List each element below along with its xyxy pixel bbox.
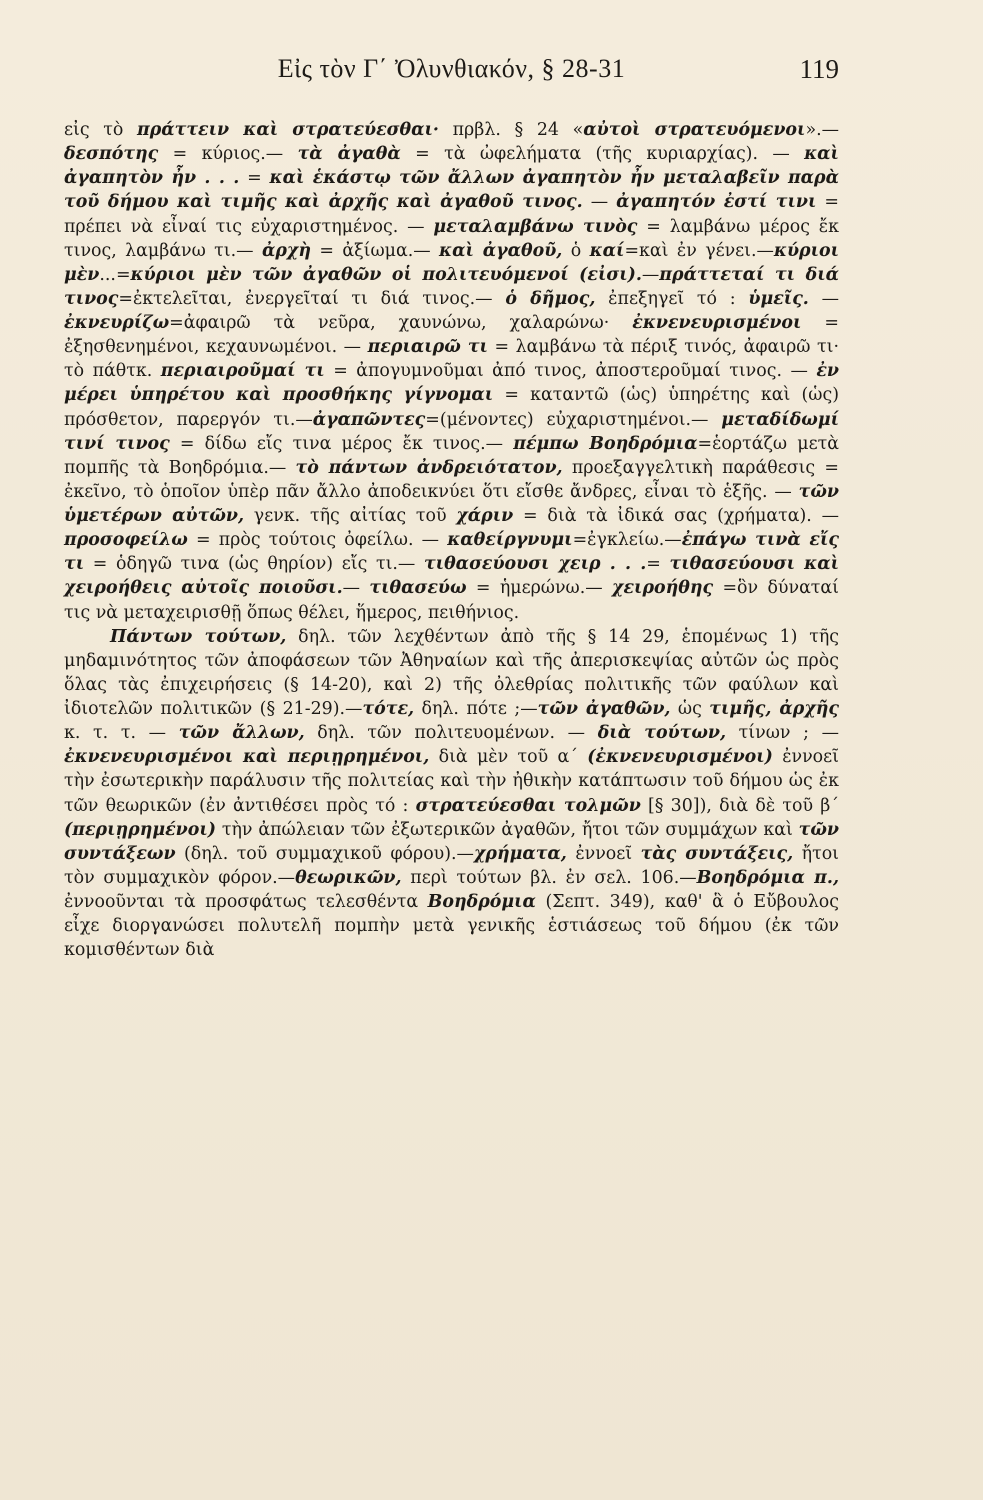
page-number: 119 <box>799 54 839 84</box>
paragraph-2: Πάντων τούτων, δηλ. τῶν λεχθέντων ἀπὸ τῆς § 14 29, ἑπομένως 1) τῆς μηδαμινότητος τῶν ἀποφάσεων τῶν Ἀθηναίων καὶ τῆς ἀπερισκεψίας αὐτῶν ὡς πρὸς ὅλας τὰς ἐπιχειρήσεις (§ 14-20), καὶ 2) τῆς ὀλεθρίας πολιτικῆς τῶν φαύλων καὶ ἰδιοτελῶν πολιτικῶν (§ 21-29).—τότε, δηλ. πότε ;—τῶν ἀγαθῶν, ὡς τιμῆς, ἀρχῆς κ. τ. τ. — τῶν ἄλλων, δηλ. τῶν πολιτευομένων. — διὰ τούτων, τίνων ; — ἐκνενευρισμένοι καὶ περιῃρημένοι, διὰ μὲν τοῦ α΄ (ἐκνενευρισμένοι) ἐννοεῖ τὴν ἐσωτερικὴν παράλυσιν τῆς πολιτείας καὶ τὴν ἠθικὴν κατάπτωσιν τοῦ δήμου ὡς ἐκ τῶν θεωρικῶν (ἐν ἀντιθέσει πρὸς τό : στρατεύεσθαι τολμῶν [§ 30]), διὰ δὲ τοῦ β΄ (περιῃρημένοι) τὴν ἀπώλειαν τῶν ἐξωτερικῶν ἀγαθῶν, ἤτοι τῶν συμμάχων καὶ τῶν συντάξεων (δηλ. τοῦ συμμαχικοῦ φόρου).—χρήματα, ἐννοεῖ τὰς συντάξεις, ἤτοι τὸν συμμαχικὸν φόρον.—θεωρικῶν, περὶ τούτων βλ. ἐν σελ. 106.—Βοηδρόμια π., ἐννοοῦνται τὰ προσφάτως τελεσθέντα Βοηδρόμια (Σεπτ. 349), καθ' ἃ ὁ Εὔβουλος εἶχε διοργανώσει πολυτελῆ πομπὴν μετὰ γενικῆς ἑστιάσεως τοῦ δήμου (ἐκ τῶν κομισθέντων διὰ <box>64 626 840 961</box>
running-title: Εἰς τὸν Γ΄ Ὀλυνθιακόν, § 28-31 <box>277 54 626 83</box>
page-header <box>64 54 839 94</box>
commentary-text <box>64 118 839 962</box>
paragraph-1: εἰς τὸ πράττειν καὶ στρατεύεσθαι· πρβλ. § 24 «αὐτοὶ στρατευόμενοι».— δεσπότης = κύριος.— τὰ ἀγαθὰ = τὰ ὠφελήματα (τῆς κυριαρχίας). — καὶ ἀγαπητὸν ἦν . . . = καὶ ἑκάστῳ τῶν ἄλλων ἀγαπητὸν ἦν μεταλαβεῖν παρὰ τοῦ δήμου καὶ τιμῆς καὶ ἀρχῆς καὶ ἀγαθοῦ τινος. — ἀγαπητόν ἐστί τινι = πρέπει νὰ εἶναί τις εὐχαριστημένος. — μεταλαμβάνω τινὸς = λαμβάνω μέρος ἔκ τινος, λαμβάνω τι.— ἀρχὴ = ἀξίωμα.— καὶ ἀγαθοῦ, ὁ καί=καὶ ἐν γένει.—κύριοι μὲν...=κύριοι μὲν τῶν ἀγαθῶν οἱ πολιτευόμενοί (εἰσι).—πράττεταί τι διά τινος=ἐκτελεῖται, ἐνεργεῖταί τι διά τινος.— ὁ δῆμος, ἐπεξηγεῖ τό : ὑμεῖς. —ἐκνευρίζω=ἀφαιρῶ τὰ νεῦρα, χαυνώνω, χαλαρώνω· ἐκνενευρισμένοι = ἐξησθενημένοι, κεχαυνωμένοι. — περιαιρῶ τι = λαμβάνω τὰ πέριξ τινός, ἀφαιρῶ τι· τὸ πάθτκ. περιαιροῦμαί τι = ἀπογυμνοῦμαι ἀπό τινος, ἀποστεροῦμαί τινος. — ἐν μέρει ὑπηρέτου καὶ προσθήκης γίγνομαι = καταντῶ (ὡς) ὑπηρέτης καὶ (ὡς) πρόσθετον, παρεργόν τι.—ἀγαπῶντες=(μένοντες) εὐχαριστημένοι.— μεταδίδωμί τινί τινος = δίδω εἴς τινα μέρος ἔκ τινος.— πέμπω Βοηδρόμια=ἑορτάζω μετὰ πομπῆς τὰ Βοηδρόμια.— τὸ πάντων ἀνδρειότατον, προεξαγγελτικὴ παράθεσις = ἐκεῖνο, τὸ ὁποῖον ὑπὲρ πᾶν ἄλλο ἀποδεικνύει ὅτι εἴσθε ἄνδρες, εἶναι τὸ ἑξῆς. — τῶν ὑμετέρων αὐτῶν, γενκ. τῆς αἰτίας τοῦ χάριν = διὰ τὰ ἰδικά σας (χρήματα). — προσοφείλω = πρὸς τούτοις ὀφείλω. — καθείργνυμι=ἐγκλείω.—ἐπάγω τινὰ εἴς τι = ὁδηγῶ τινα (ὡς θηρίον) εἴς τι.— τιθασεύουσι χειρ . . .= τιθασεύουσι καὶ χειροήθεις αὐτοῖς ποιοῦσι.— τιθασεύω = ἡμερώνω.— χειροήθης =ὃν δύναταί τις νὰ μεταχειρισθῇ ὅπως θέλει, ἥμερος, πειθήνιος. <box>64 120 840 623</box>
